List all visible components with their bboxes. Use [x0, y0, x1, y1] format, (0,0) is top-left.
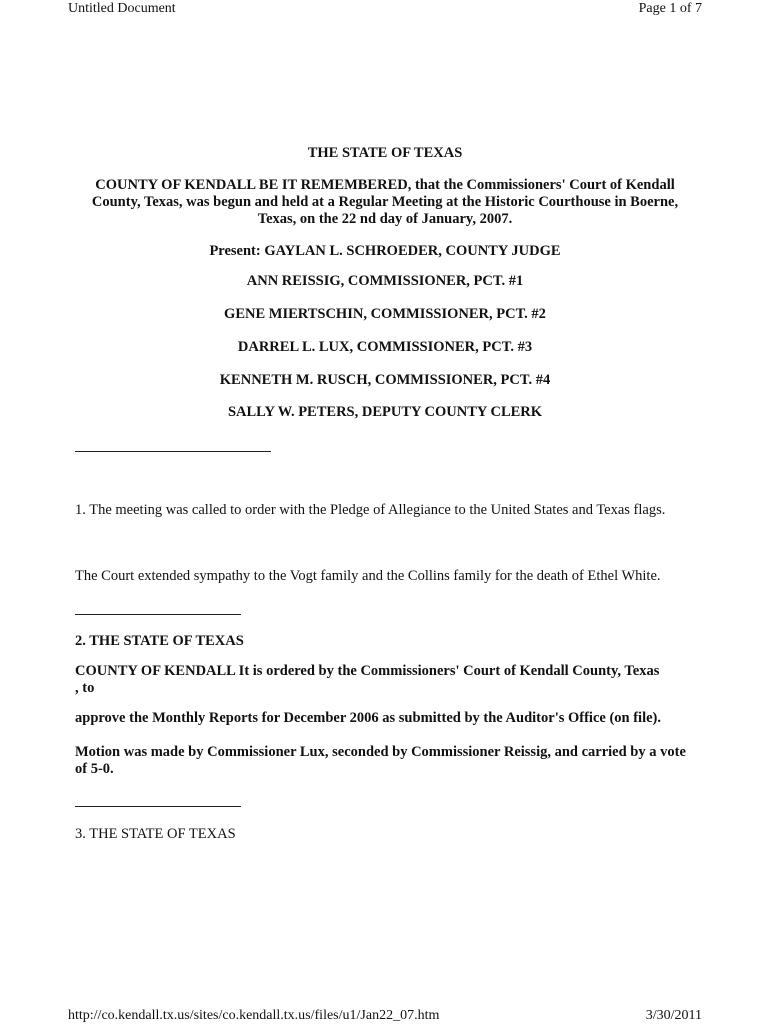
attendee-clerk: SALLY W. PETERS, DEPUTY COUNTY CLERK [227, 404, 543, 420]
item2-motion: Motion was made by Commissioner Lux, seconded by Commissioner Reissig, and carried by a vote of 5-0. [75, 744, 686, 777]
item3-title: 3. THE STATE OF TEXAS [75, 826, 236, 842]
attendee-pct4: KENNETH M. RUSCH, COMMISSIONER, PCT. #4 [219, 372, 551, 388]
item2-title: 2. THE STATE OF TEXAS [75, 633, 244, 649]
attendee-pct2: GENE MIERTSCHIN, COMMISSIONER, PCT. #2 [224, 306, 546, 322]
attendee-pct1: ANN REISSIG, COMMISSIONER, PCT. #1 [246, 273, 524, 289]
sympathy-text: The Court extended sympathy to the Vogt family and the Collins family for the death of Ethel White. [75, 568, 661, 584]
intro-paragraph: COUNTY OF KENDALL BE IT REMEMBERED, that the Commissioners' Court of Kendall County, Texas, was begun and held at a Regular Meeting at the Historic Courthouse in Boerne, Texas, on the 22 nd day of January, 2007. [91, 177, 679, 227]
item2-approve: approve the Monthly Reports for December 2006 as submitted by the Auditor's Office (on file). [75, 710, 661, 726]
source-url: http://co.kendall.tx.us/sites/co.kendall.tx.us/files/u1/Jan22_07.htm [68, 1008, 440, 1023]
divider-rule [75, 806, 241, 807]
divider-rule [75, 614, 241, 615]
state-heading: THE STATE OF TEXAS [307, 145, 463, 161]
document-title: Untitled Document [68, 1, 176, 16]
attendee-pct3: DARREL L. LUX, COMMISSIONER, PCT. #3 [237, 339, 533, 355]
item2-order: COUNTY OF KENDALL It is ordered by the Commissioners' Court of Kendall County, Texas , to [75, 663, 660, 696]
attendee-judge: Present: GAYLAN L. SCHROEDER, COUNTY JUDGE [209, 243, 561, 259]
item1-text: 1. The meeting was called to order with the Pledge of Allegiance to the United States and Texas flags. [75, 502, 666, 518]
print-date: 3/30/2011 [645, 1008, 702, 1023]
page-indicator: Page 1 of 7 [638, 1, 702, 16]
divider-rule [75, 451, 271, 452]
